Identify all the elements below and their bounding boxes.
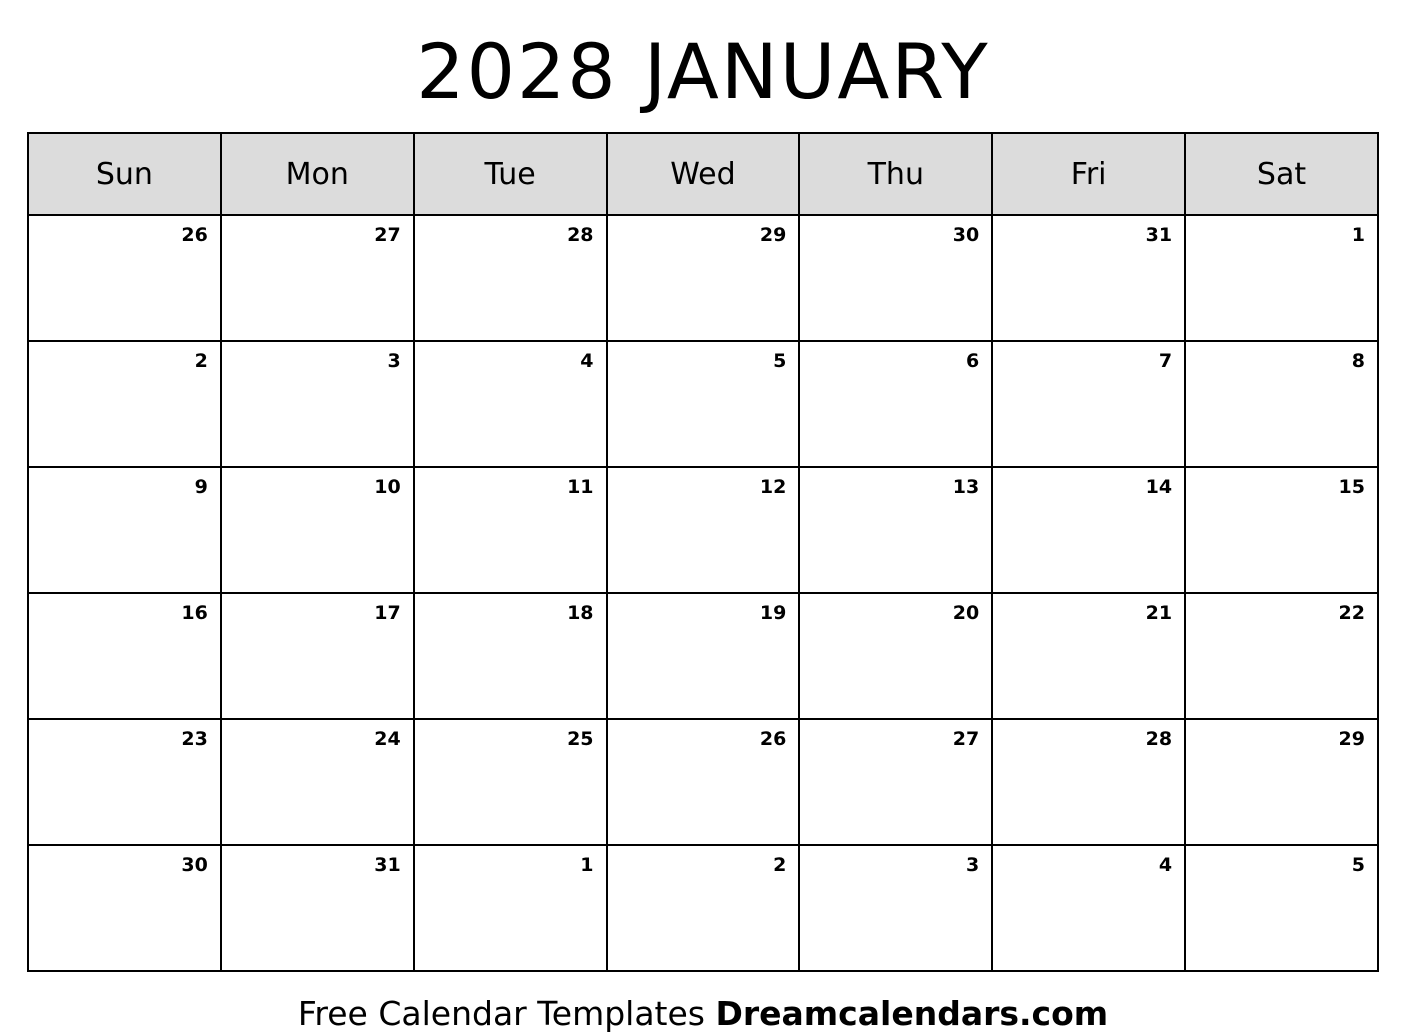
day-cell[interactable] [414, 467, 607, 593]
day-number: 31 [374, 854, 401, 876]
day-number: 22 [1338, 602, 1365, 624]
day-cell[interactable] [221, 719, 414, 845]
day-number: 26 [759, 728, 787, 750]
day-cell[interactable] [221, 467, 414, 593]
day-number: 5 [1351, 854, 1365, 876]
day-cell[interactable] [414, 341, 607, 467]
calendar-week-row [28, 845, 1378, 971]
day-cell[interactable] [799, 215, 992, 341]
page-title: 2028 JANUARY [416, 27, 990, 116]
weekday-header-fri: Fri [992, 133, 1185, 215]
day-number: 9 [194, 476, 208, 498]
day-number: 25 [567, 728, 594, 750]
footer-credit [0, 994, 1406, 1033]
day-number: 27 [374, 224, 401, 246]
day-cell[interactable] [414, 593, 607, 719]
day-number: 12 [759, 476, 787, 498]
weekday-header-wed: Wed [607, 133, 800, 215]
day-cell[interactable] [992, 719, 1185, 845]
calendar-week-row [28, 467, 1378, 593]
day-number: 23 [181, 728, 208, 750]
weekday-header-sun: Sun [28, 133, 221, 215]
day-cell[interactable] [799, 593, 992, 719]
day-number: 19 [759, 602, 787, 624]
day-number: 30 [952, 224, 980, 246]
calendar-week-row [28, 593, 1378, 719]
day-cell[interactable] [221, 341, 414, 467]
day-number: 15 [1338, 476, 1365, 498]
day-cell[interactable] [992, 215, 1185, 341]
day-cell[interactable] [607, 593, 800, 719]
day-cell[interactable] [221, 845, 414, 971]
day-cell[interactable] [221, 215, 414, 341]
day-number: 18 [567, 602, 594, 624]
day-number: 6 [965, 350, 980, 372]
day-cell[interactable] [221, 593, 414, 719]
day-cell[interactable] [607, 467, 800, 593]
day-cell[interactable] [28, 341, 221, 467]
calendar-header-row [28, 133, 1378, 215]
day-cell[interactable] [28, 719, 221, 845]
day-number: 2 [194, 350, 208, 372]
day-cell[interactable] [1185, 467, 1378, 593]
day-number: 29 [1338, 728, 1365, 750]
calendar-grid [27, 132, 1379, 972]
day-cell[interactable] [28, 845, 221, 971]
day-cell[interactable] [799, 845, 992, 971]
weekday-header-sat: Sat [1185, 133, 1378, 215]
day-cell[interactable] [414, 845, 607, 971]
calendar-week-row [28, 215, 1378, 341]
day-cell[interactable] [992, 845, 1185, 971]
day-number: 5 [773, 350, 787, 372]
day-cell[interactable] [607, 845, 800, 971]
day-number: 27 [952, 728, 980, 750]
day-cell[interactable] [414, 719, 607, 845]
weekday-header-tue: Tue [414, 133, 607, 215]
day-number: 1 [1351, 224, 1365, 246]
day-cell[interactable] [607, 215, 800, 341]
calendar-week-row [28, 341, 1378, 467]
day-cell[interactable] [28, 593, 221, 719]
day-cell[interactable] [28, 467, 221, 593]
weekday-header-thu: Thu [799, 133, 992, 215]
day-number: 26 [181, 224, 208, 246]
weekday-header-mon: Mon [221, 133, 414, 215]
day-number: 30 [181, 854, 208, 876]
day-cell[interactable] [1185, 719, 1378, 845]
day-number: 28 [1145, 728, 1173, 750]
day-number: 1 [580, 854, 594, 876]
day-cell[interactable] [799, 467, 992, 593]
day-number: 24 [374, 728, 401, 750]
footer-brand-link[interactable]: Dreamcalendars.com [715, 994, 1109, 1033]
day-cell[interactable] [1185, 593, 1378, 719]
day-cell[interactable] [1185, 341, 1378, 467]
day-number: 10 [374, 476, 401, 498]
day-cell[interactable] [414, 215, 607, 341]
day-number: 3 [387, 350, 401, 372]
day-number: 16 [181, 602, 208, 624]
day-number: 4 [1158, 854, 1173, 876]
day-cell[interactable] [799, 719, 992, 845]
day-number: 14 [1145, 476, 1173, 498]
day-cell[interactable] [28, 215, 221, 341]
day-cell[interactable] [992, 467, 1185, 593]
day-number: 3 [965, 854, 980, 876]
calendar-week-row [28, 719, 1378, 845]
day-number: 13 [952, 476, 980, 498]
day-number: 28 [567, 224, 594, 246]
footer-free-text: Free Calendar Templates [297, 994, 716, 1033]
day-number: 7 [1158, 350, 1173, 372]
day-number: 4 [580, 350, 594, 372]
day-number: 21 [1145, 602, 1173, 624]
day-cell[interactable] [799, 341, 992, 467]
day-number: 31 [1145, 224, 1173, 246]
day-cell[interactable] [607, 341, 800, 467]
day-cell[interactable] [1185, 215, 1378, 341]
day-number: 11 [567, 476, 594, 498]
day-number: 29 [759, 224, 787, 246]
day-number: 17 [374, 602, 401, 624]
day-cell[interactable] [992, 341, 1185, 467]
day-cell[interactable] [1185, 845, 1378, 971]
day-number: 2 [773, 854, 787, 876]
day-number: 20 [952, 602, 980, 624]
day-number: 8 [1351, 350, 1365, 372]
day-cell[interactable] [607, 719, 800, 845]
day-cell[interactable] [992, 593, 1185, 719]
